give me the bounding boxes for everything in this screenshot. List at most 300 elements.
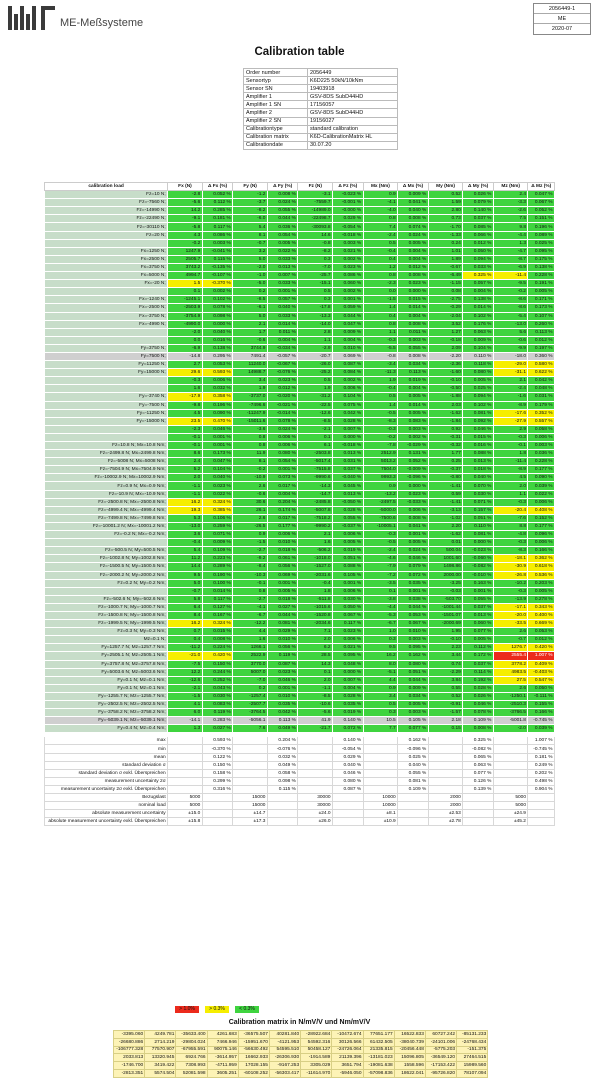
table-cell: 0.028 % [333, 417, 364, 425]
load-label [45, 328, 168, 336]
table-cell: 16.2 [363, 652, 398, 660]
matrix-cell: -36575.507 [238, 1031, 269, 1039]
table-cell: 0.409 % [528, 660, 555, 668]
table-cell: -14989.0 [298, 207, 333, 215]
table-cell: 0.000 % [202, 320, 233, 328]
table-cell: -1.5 [363, 296, 398, 304]
table-row [45, 603, 555, 611]
summary-cell: -0.745 % [528, 745, 555, 753]
table-cell: 7.4 [363, 223, 398, 231]
summary-label: mean [45, 753, 168, 761]
table-cell: 1247.9 [168, 247, 203, 255]
table-cell: 0.003 % [202, 239, 233, 247]
summary-row [45, 802, 555, 810]
table-cell: 0.094 % [463, 393, 494, 401]
table-cell: 0.015 % [202, 628, 233, 636]
table-cell: -14.7 [298, 490, 333, 498]
table-cell: -0.3 [493, 498, 528, 506]
table-cell: 8.1 [233, 458, 268, 466]
table-row [45, 458, 555, 466]
table-cell: 1.59 [428, 199, 463, 207]
summary-cell [233, 777, 268, 785]
table-cell: 2.0 [168, 474, 203, 482]
table-cell: 0.010 % [267, 692, 298, 700]
summary-cell [233, 769, 268, 777]
table-cell: 0.098 % [202, 312, 233, 320]
matrix-row [114, 1069, 488, 1077]
table-cell: -4.8 [493, 531, 528, 539]
table-cell: -5.6 [168, 199, 203, 207]
table-cell: -0.037 % [333, 522, 364, 530]
summary-cell [168, 761, 203, 769]
table-cell: 0.052 % [398, 458, 429, 466]
info-label: Amplifier 1 [244, 93, 308, 101]
table-cell: -0.8 [363, 352, 398, 360]
table-cell: 0.073 % [267, 474, 298, 482]
table-cell: 0.001 % [333, 579, 364, 587]
table-cell: 0.192 % [463, 676, 494, 684]
table-cell: -1.57 [428, 709, 463, 717]
table-cell: 1.27 [428, 328, 463, 336]
table-cell: -2.0 [493, 725, 528, 733]
table-cell: 0.013 % [267, 263, 298, 271]
table-cell: 0.73 [428, 215, 463, 223]
matrix-cell: 78107.094 [457, 1069, 488, 1077]
table-cell: 0.166 % [528, 709, 555, 717]
summary-cell: 0.126 % [463, 777, 494, 785]
info-value: 19403918 [308, 85, 398, 93]
table-cell: 0.4 [363, 312, 398, 320]
matrix-cell: -1746.700 [114, 1062, 145, 1070]
table-cell: 0.019 % [333, 709, 364, 717]
load-label: Fz=-500.5 N; My=500.5 Nm; [45, 547, 168, 555]
matrix-cell: 77570.907 [145, 1046, 176, 1054]
table-cell: 0.050 % [333, 603, 364, 611]
table-cell: -506.2 [298, 547, 333, 555]
summary-cell [168, 785, 203, 793]
table-cell: 0.618 % [528, 563, 555, 571]
table-row [45, 215, 555, 223]
table-cell: -27.9 [493, 417, 528, 425]
summary-cell [398, 802, 429, 810]
matrix-cell: -106777.328 [114, 1046, 145, 1054]
table-cell: 0.25 [428, 458, 463, 466]
table-cell: 2.18 [428, 717, 463, 725]
table-cell: 0.008 % [398, 320, 429, 328]
table-cell: -1.6 [493, 393, 528, 401]
table-cell: 0.118 % [463, 361, 494, 369]
load-label [45, 539, 168, 547]
table-row [45, 191, 555, 199]
table-cell: 0.5 [363, 239, 398, 247]
table-cell: -4990.0 [168, 320, 203, 328]
table-cell: -0.3 [493, 587, 528, 595]
table-row [45, 263, 555, 271]
summary-cell [233, 745, 268, 753]
table-cell: 0.033 % [463, 263, 494, 271]
table-cell: 0.004 % [398, 312, 429, 320]
table-cell: 0.547 % [528, 676, 555, 684]
table-cell: -5.0 [233, 280, 268, 288]
table-cell: 0.002 % [398, 433, 429, 441]
table-cell: 0.009 % [463, 336, 494, 344]
matrix-row [114, 1031, 488, 1039]
summary-cell [298, 785, 333, 793]
table-cell: 0.031 % [528, 393, 555, 401]
table-cell: -0.10 [428, 377, 463, 385]
table-cell: 0.012 % [528, 336, 555, 344]
summary-cell: 0.080 % [333, 777, 364, 785]
table-cell: -7.5 [168, 660, 203, 668]
table-cell: 0.176 % [463, 320, 494, 328]
matrix-cell: 54592.316 [301, 1038, 332, 1046]
table-cell: -8.4 [233, 563, 268, 571]
matrix-cell: 6924.766 [176, 1054, 207, 1062]
table-cell: -22498.7 [298, 215, 333, 223]
table-cell: -2.36 [428, 361, 463, 369]
table-cell: 0.031 % [333, 458, 364, 466]
table-cell: 0.014 % [398, 304, 429, 312]
table-cell: 7.7 [363, 725, 398, 733]
table-cell: 0.055 % [463, 595, 494, 603]
table-cell: -13.0 [168, 522, 203, 530]
table-cell: 0.005 % [463, 377, 494, 385]
doc-number: 2056449-1 [534, 4, 590, 14]
table-cell: -1520.8 [298, 611, 333, 619]
table-cell: -14.1 [168, 717, 203, 725]
table-cell: 0.057 % [267, 296, 298, 304]
summary-cell [528, 810, 555, 818]
table-cell: 2.1 [493, 377, 528, 385]
table-cell: 0.088 % [463, 450, 494, 458]
table-cell: 0.006 % [528, 433, 555, 441]
table-cell: 0.027 % [202, 725, 233, 733]
table-cell: 0.077 % [463, 628, 494, 636]
table-cell: -0.050 % [333, 498, 364, 506]
table-row [45, 304, 555, 312]
summary-cell: ±14.7 [233, 810, 268, 818]
table-cell: -11.3 [363, 369, 398, 377]
table-cell: 0.112 % [202, 199, 233, 207]
table-cell: -0.5 [363, 409, 398, 417]
table-cell: 0.003 % [528, 442, 555, 450]
table-header-row [45, 183, 555, 191]
table-cell: 0.004 % [398, 255, 429, 263]
table-row [45, 701, 555, 709]
table-cell: -2510.3 [493, 701, 528, 709]
table-cell: 0.094 % [463, 255, 494, 263]
table-cell: 0.470 % [202, 417, 233, 425]
summary-cell: 5000 [168, 794, 203, 802]
table-cell: -31.2 [298, 393, 333, 401]
table-cell: 2505.7 [168, 255, 203, 263]
load-label: Fz=20 N; [45, 231, 168, 239]
table-cell: 4994.7 [168, 272, 203, 280]
table-cell: -13.9 [493, 595, 528, 603]
column-header: Fx (N) [168, 183, 203, 191]
table-cell: -18.0 [493, 352, 528, 360]
table-cell: -18.1 [493, 555, 528, 563]
table-cell: 2.0 [298, 636, 333, 644]
summary-cell: ±2.53 [428, 810, 463, 818]
load-label: Fz=-0.2 N; Mx=-0.2 Nm; [45, 531, 168, 539]
summary-cell: ±26.0 [298, 818, 333, 826]
table-cell: 0.278 % [528, 595, 555, 603]
matrix-cell: -28922.684 [301, 1031, 332, 1039]
table-cell: 0.035 % [398, 579, 429, 587]
summary-cell: 10000 [363, 794, 398, 802]
matrix-row [114, 1046, 488, 1054]
summary-cell: 0.040 % [333, 761, 364, 769]
summary-cell: 0.098 % [267, 777, 298, 785]
table-cell: 0.228 % [528, 272, 555, 280]
summary-label: measurement uncertainty 2σ [45, 777, 168, 785]
table-cell: 0.55 [428, 684, 463, 692]
table-cell: 0.011 % [267, 328, 298, 336]
table-cell: 0.59 [428, 490, 463, 498]
table-cell: -2.6 [493, 207, 528, 215]
table-cell: 0.014 % [267, 320, 298, 328]
info-value: 2056449 [308, 69, 398, 77]
table-row [45, 725, 555, 733]
summary-cell [202, 818, 233, 826]
table-cell: -2.4 [363, 547, 398, 555]
load-label: Fz=10 N; [45, 191, 168, 199]
table-cell: -7.6 [493, 514, 528, 522]
table-cell: 2522.9 [233, 652, 268, 660]
table-cell: 2.23 [428, 644, 463, 652]
summary-cell: 0.032 % [267, 753, 298, 761]
table-cell: -7518.2 [298, 514, 333, 522]
table-cell: 0.006 % [528, 498, 555, 506]
table-cell: 0.002 % [333, 255, 364, 263]
table-cell: -6.7 [363, 620, 398, 628]
table-cell: 0.362 % [528, 555, 555, 563]
table-cell: 10.5 [363, 717, 398, 725]
table-cell: 0.009 % [398, 191, 429, 199]
matrix-cell: -38040.739 [394, 1038, 425, 1046]
table-cell: 0.002 % [333, 288, 364, 296]
table-cell: 0.92 [428, 425, 463, 433]
table-cell: 0.034 % [398, 692, 429, 700]
table-cell: 0.110 % [463, 522, 494, 530]
matrix-cell: 7308.993 [176, 1062, 207, 1070]
summary-cell: 0.109 % [398, 785, 429, 793]
summary-cell [493, 777, 528, 785]
table-cell: -1.41 [428, 498, 463, 506]
summary-cell [493, 769, 528, 777]
table-cell: -12.6 [168, 676, 203, 684]
table-cell: 0.008 % [463, 725, 494, 733]
matrix-cell: -3614.957 [207, 1054, 238, 1062]
table-cell: 0.069 % [333, 352, 364, 360]
table-cell: 0.021 % [333, 644, 364, 652]
table-cell: -0.107 % [202, 272, 233, 280]
table-cell: -2.8 [168, 191, 203, 199]
table-cell: 0.033 % [267, 255, 298, 263]
info-row [244, 141, 398, 149]
matrix-cell: -9167.253 [269, 1062, 300, 1070]
table-cell: 1.6 [168, 385, 203, 393]
load-label [45, 377, 168, 385]
table-cell: -0.3 [363, 336, 398, 344]
info-value: 17156057 [308, 101, 398, 109]
table-cell: 0.092 % [463, 417, 494, 425]
table-cell: 0.196 % [202, 401, 233, 409]
load-label: Fz=0.3 N; My=0.3 Nm; [45, 628, 168, 636]
table-cell: 0.051 % [463, 514, 494, 522]
table-cell: 0.010 % [333, 344, 364, 352]
table-cell: -2507.7 [233, 701, 268, 709]
table-cell: 3.44 [428, 652, 463, 660]
table-cell: 0.114 % [463, 668, 494, 676]
table-cell: -0.018 % [333, 231, 364, 239]
table-cell: 0.071 % [463, 498, 494, 506]
table-cell: 2.4 [493, 191, 528, 199]
load-label: Fx=2500 N; [45, 255, 168, 263]
table-cell: 0.002 % [202, 288, 233, 296]
table-cell: 0.004 % [333, 684, 364, 692]
table-cell: 0.01 [428, 539, 463, 547]
table-cell: -0.4 [363, 385, 398, 393]
table-cell: -2.1 [298, 425, 333, 433]
table-cell: 1498.86 [428, 563, 463, 571]
summary-cell: ±2.78 [428, 818, 463, 826]
table-cell: -10.9 [233, 474, 268, 482]
table-cell: -0.403 % [528, 668, 555, 676]
table-cell: 3770.0 [233, 660, 268, 668]
table-cell: 6.1 [298, 442, 333, 450]
table-cell: -22.5 [298, 401, 333, 409]
table-cell: -4.0 [363, 207, 398, 215]
table-cell: 0.140 % [463, 207, 494, 215]
table-cell: 0.007 % [333, 676, 364, 684]
table-cell: 0.017 % [267, 514, 298, 522]
table-cell: 0.039 % [528, 725, 555, 733]
info-label: Calibrationtype [244, 125, 308, 133]
table-cell: 0.078 % [463, 709, 494, 717]
table-cell: 0.1 [363, 587, 398, 595]
table-cell: -0.041 % [202, 247, 233, 255]
table-cell: 0.055 % [398, 344, 429, 352]
table-cell: -1001.44 [428, 603, 463, 611]
table-row [45, 280, 555, 288]
table-row [45, 231, 555, 239]
table-cell: 0.7 [168, 628, 203, 636]
summary-cell: 1.007 % [528, 737, 555, 745]
load-label: Fz=0.2 N; My=0.2 Nm; [45, 579, 168, 587]
summary-cell: 2000 [428, 802, 463, 810]
table-cell: -6.9 [168, 344, 203, 352]
matrix-cell: 18622.041 [394, 1069, 425, 1077]
table-cell: 0.005 % [528, 587, 555, 595]
table-cell: 0.089 % [528, 231, 555, 239]
table-cell: 0.060 % [333, 280, 364, 288]
summary-cell [298, 761, 333, 769]
table-cell: 0.08 [428, 288, 463, 296]
summary-cell: ±24.9 [493, 810, 528, 818]
table-cell: 27.5 [493, 676, 528, 684]
table-cell: 0.006 % [267, 531, 298, 539]
table-cell: 0.048 % [333, 660, 364, 668]
table-cell: -0.7 [233, 239, 268, 247]
table-cell: 2.6 [493, 628, 528, 636]
table-cell: -511.8 [298, 595, 333, 603]
matrix-cell: 3305.029 [301, 1062, 332, 1070]
table-cell: 8.8 [493, 522, 528, 530]
matrix-cell: -85131.233 [457, 1031, 488, 1039]
table-cell: -1.84 [428, 417, 463, 425]
summary-cell [233, 761, 268, 769]
table-cell: -0.4 [298, 579, 333, 587]
table-cell: 0.047 % [528, 191, 555, 199]
table-cell: 0.009 % [398, 684, 429, 692]
table-cell: 4983.5 [493, 668, 528, 676]
table-cell: -3.7 [233, 199, 268, 207]
table-cell: 0.000 % [398, 482, 429, 490]
info-row [244, 109, 398, 117]
info-label: Amplifier 2 SN [244, 117, 308, 125]
table-cell: 0.117 % [333, 620, 364, 628]
table-cell: -0.040 % [333, 474, 364, 482]
table-cell: 0.046 % [267, 676, 298, 684]
table-cell: 1.9 [298, 385, 333, 393]
table-cell: 0.054 % [267, 458, 298, 466]
table-cell: 1276.7 [493, 644, 528, 652]
summary-label: Bezugslast [45, 794, 168, 802]
table-row [45, 393, 555, 401]
table-cell: -0.3 [363, 531, 398, 539]
table-cell: 0.197 % [528, 344, 555, 352]
table-cell: 0.150 % [202, 660, 233, 668]
table-cell: -12.2 [233, 620, 268, 628]
summary-cell: 2000 [428, 794, 463, 802]
summary-cell: 0.077 % [463, 769, 494, 777]
table-cell: 5.0 [168, 579, 203, 587]
table-cell: 0.081 % [463, 531, 494, 539]
table-cell: 0.024 % [398, 231, 429, 239]
load-label: Mz=0.1 N; [45, 636, 168, 644]
table-cell: 1.8 [493, 450, 528, 458]
table-cell: 0.067 % [398, 620, 429, 628]
table-cell: 0.5 [298, 377, 333, 385]
info-row [244, 77, 398, 85]
table-cell: -1.1 [168, 482, 203, 490]
table-cell: -5.1 [363, 668, 398, 676]
table-row [45, 466, 555, 474]
table-cell: -8.3 [493, 547, 528, 555]
table-cell: 0.007 % [333, 425, 364, 433]
load-label: Fz=-14990 N; [45, 207, 168, 215]
table-cell: 41.9 [298, 717, 333, 725]
load-label: Fx=-1240 N; [45, 296, 168, 304]
table-cell: 0.061 % [267, 555, 298, 563]
table-cell: 0.055 % [267, 207, 298, 215]
table-cell: 8.1 [233, 231, 268, 239]
table-cell: 0.669 % [528, 620, 555, 628]
table-row [45, 668, 555, 676]
table-cell: 0.001 % [398, 587, 429, 595]
table-cell: 19.3 [168, 506, 203, 514]
table-row [45, 361, 555, 369]
table-cell: 0.037 % [463, 603, 494, 611]
table-cell: 0.112 % [463, 644, 494, 652]
load-label: Fz=-10002.9 N; Mx=10002.9 Nm; [45, 474, 168, 482]
summary-cell: 0.025 % [398, 753, 429, 761]
table-cell: 1001.60 [428, 555, 463, 563]
table-cell: 0.580 % [528, 361, 555, 369]
table-cell: 3.4 [363, 692, 398, 700]
